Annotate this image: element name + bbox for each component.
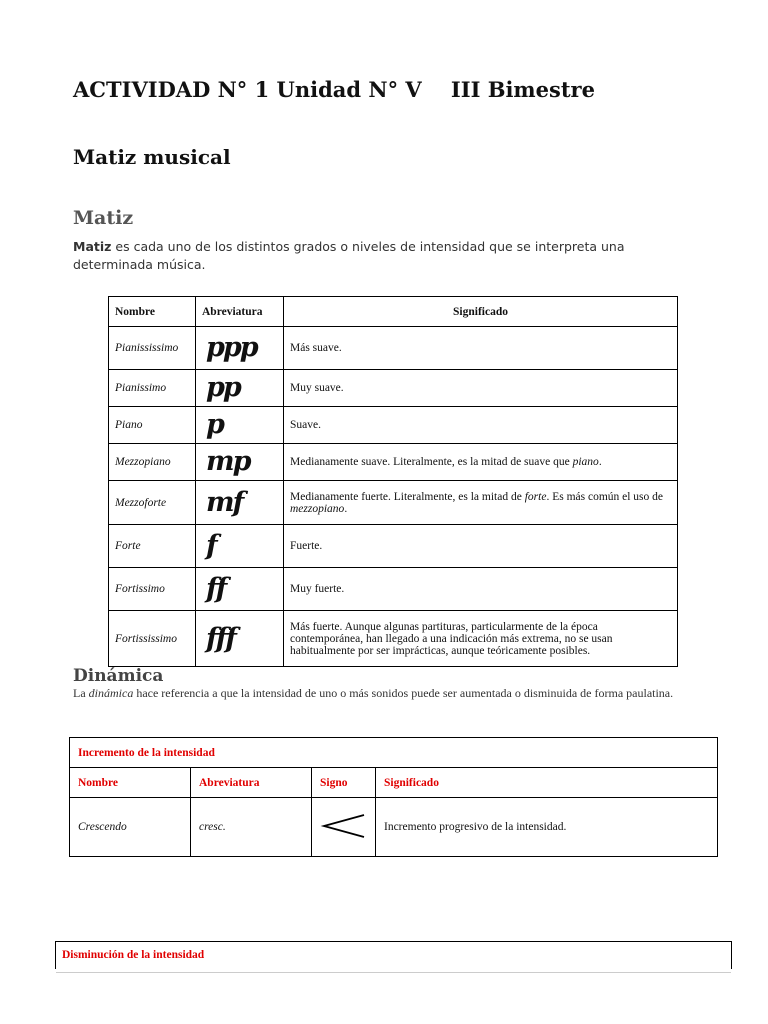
- increment-table: [69, 737, 718, 857]
- header-abreviatura: Abreviatura: [196, 297, 284, 327]
- dynamic-symbol-icon: ppp: [196, 327, 284, 370]
- row-name: Fortissimo: [109, 568, 196, 611]
- table-row: [109, 327, 678, 370]
- divider: [56, 972, 731, 973]
- table-row: [109, 407, 678, 444]
- row-meaning: Suave.: [284, 407, 678, 444]
- dynamic-symbol-icon: pp: [196, 370, 284, 407]
- row-meaning: Medianamente fuerte. Literalmente, es la mitad de forte. Es más común el uso de mezzopiano.: [284, 481, 678, 525]
- table-row: [70, 798, 718, 857]
- table-row: [109, 370, 678, 407]
- matiz-heading: Matiz: [73, 207, 134, 229]
- header-significado: Significado: [284, 297, 678, 327]
- dynamic-symbol-icon: ff: [196, 568, 284, 611]
- dinamica-heading: Dinámica: [73, 666, 164, 686]
- table-row: [109, 444, 678, 481]
- matiz-intro: [73, 238, 693, 274]
- header-nombre: Nombre: [109, 297, 196, 327]
- increment-title-row: [70, 738, 718, 768]
- dynamic-symbol-icon: f: [196, 525, 284, 568]
- row-name: Forte: [109, 525, 196, 568]
- row-name: Fortississimo: [109, 611, 196, 667]
- row-meaning: Más fuerte. Aunque algunas partituras, particularmente de la época contemporánea, han llegado a una indicación más extrema, no se usan habitualmente por ser imprácticas, aunque teóricamente posibles.: [284, 611, 678, 667]
- decrement-title: Disminución de la intensidad: [56, 942, 732, 970]
- row-meaning: Medianamente suave. Literalmente, es la mitad de suave que piano.: [284, 444, 678, 481]
- header-significado: Significado: [376, 768, 718, 798]
- matiz-table-header: [109, 297, 678, 327]
- row-name: Pianississimo: [109, 327, 196, 370]
- increment-title: Incremento de la intensidad: [70, 738, 718, 768]
- table-row: [109, 568, 678, 611]
- row-name: Mezzopiano: [109, 444, 196, 481]
- table-row: [109, 481, 678, 525]
- row-meaning: Incremento progresivo de la intensidad.: [376, 798, 718, 857]
- activity-title: ACTIVIDAD N° 1 Unidad N° V III Bimestre: [73, 77, 595, 102]
- dinamica-intro: La dinámica hace referencia a que la intensidad de uno o más sonidos puede ser aumentada o disminuida de forma paulatina.: [73, 686, 674, 700]
- increment-header-row: [70, 768, 718, 798]
- dynamic-symbol-icon: mf: [196, 481, 284, 525]
- decrement-title-row: [56, 942, 732, 970]
- row-name: Piano: [109, 407, 196, 444]
- row-name: Mezzoforte: [109, 481, 196, 525]
- row-meaning: Más suave.: [284, 327, 678, 370]
- dynamic-symbol-icon: p: [196, 407, 284, 444]
- dynamic-symbol-icon: mp: [196, 444, 284, 481]
- matiz-intro-text: es cada uno de los distintos grados o niveles de intensidad que se interpreta una determinada música.: [73, 239, 625, 272]
- row-meaning: Muy fuerte.: [284, 568, 678, 611]
- header-abreviatura: Abreviatura: [191, 768, 312, 798]
- row-abbr: cresc.: [191, 798, 312, 857]
- section-title: Matiz musical: [73, 145, 231, 169]
- crescendo-hairpin-icon: [312, 798, 376, 857]
- table-row: [109, 525, 678, 568]
- row-meaning: Fuerte.: [284, 525, 678, 568]
- table-row: [109, 611, 678, 667]
- decrement-table: [55, 941, 732, 969]
- row-name: Crescendo: [70, 798, 191, 857]
- dynamic-symbol-icon: fff: [196, 611, 284, 667]
- header-signo: Signo: [312, 768, 376, 798]
- row-name: Pianissimo: [109, 370, 196, 407]
- row-meaning: Muy suave.: [284, 370, 678, 407]
- matiz-table: [108, 296, 678, 667]
- header-nombre: Nombre: [70, 768, 191, 798]
- matiz-intro-bold: Matiz: [73, 239, 112, 254]
